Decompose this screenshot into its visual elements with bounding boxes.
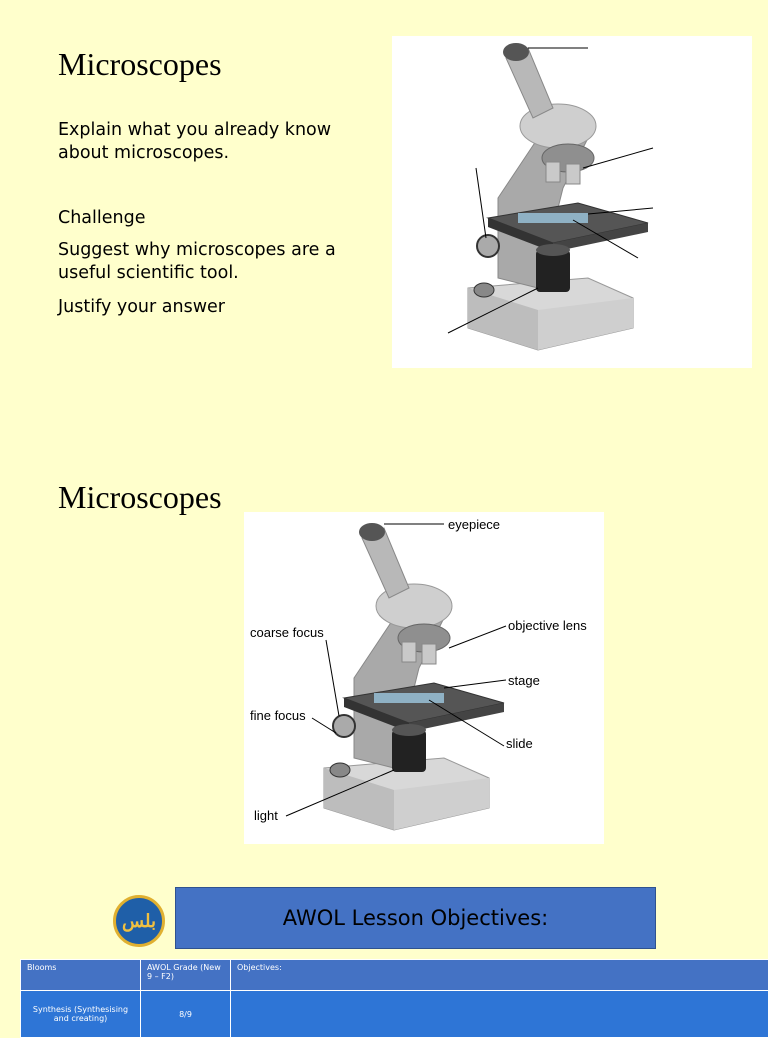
cell-grade: 8/9: [141, 991, 231, 1038]
slide1-prompt: Explain what you already know about microscopes.: [58, 119, 358, 165]
label-light: light: [254, 808, 278, 823]
objectives-banner: AWOL Lesson Objectives:: [175, 887, 656, 949]
microscope-labelled-image: [244, 512, 604, 844]
header-blooms: Blooms: [21, 960, 141, 991]
label-objective-lens: objective lens: [508, 618, 587, 633]
microscope-unlabelled-image: [392, 36, 752, 368]
slide1-title: Microscopes: [58, 46, 222, 83]
label-coarse-focus: coarse focus: [250, 625, 324, 640]
cell-objectives: [231, 991, 768, 1038]
microscope-unlabelled-panel: [392, 36, 752, 368]
school-logo: ﺑﻠﺲ: [113, 895, 165, 947]
challenge-text: Suggest why microscopes are a useful scientific tool.: [58, 239, 363, 285]
objectives-table: [20, 959, 768, 1038]
slide2-title: Microscopes: [58, 479, 222, 516]
label-slide: slide: [506, 736, 533, 751]
microscope-labelled-panel: [244, 512, 604, 844]
challenge-heading: Challenge: [58, 207, 146, 230]
justify-text: Justify your answer: [58, 296, 225, 319]
table-row: [21, 991, 768, 1038]
label-eyepiece: eyepiece: [448, 517, 500, 532]
label-fine-focus: fine focus: [250, 708, 306, 723]
table-header-row: [21, 960, 768, 991]
header-awol-grade: AWOL Grade (New 9 – F2): [141, 960, 231, 991]
cell-blooms: Synthesis (Synthesising and creating): [21, 991, 141, 1038]
label-stage: stage: [508, 673, 540, 688]
header-objectives: Objectives:: [231, 960, 768, 991]
